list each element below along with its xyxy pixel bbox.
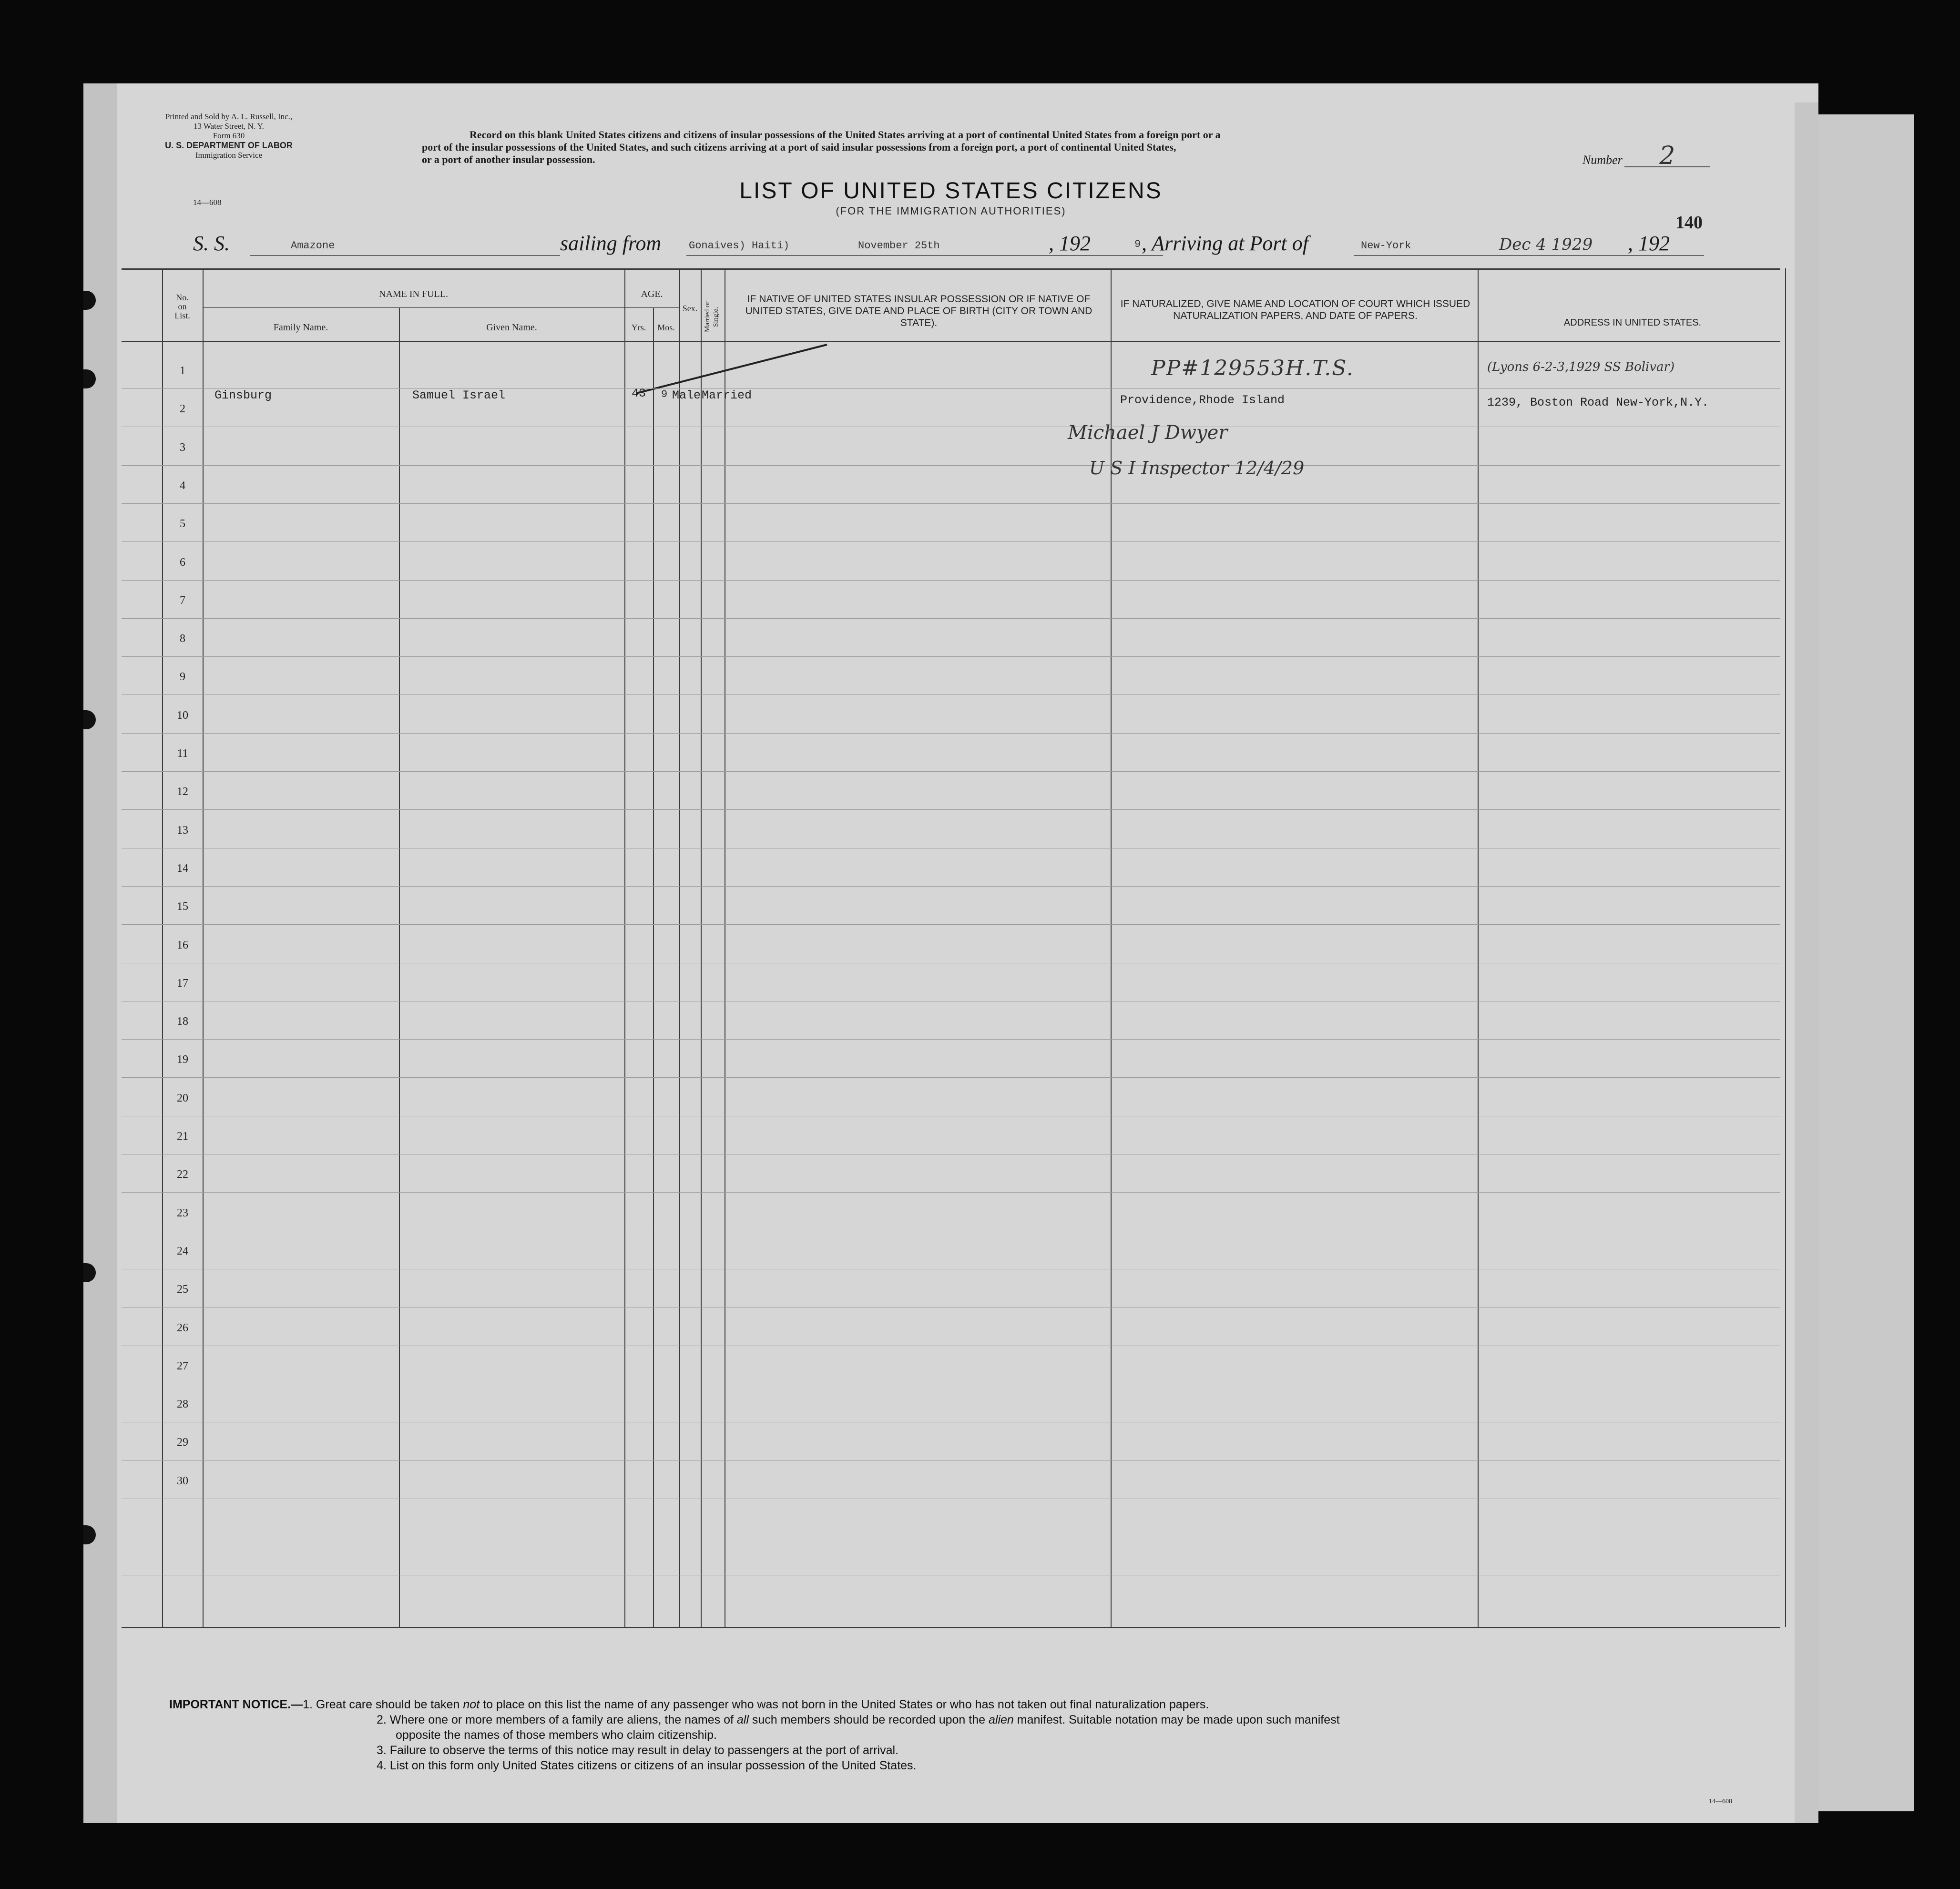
col-line-address (1785, 268, 1786, 1627)
entry-marital-status: Married (702, 388, 752, 402)
year-label: , 192 (1049, 232, 1091, 255)
page-title: LIST OF UNITED STATES CITIZENS (739, 178, 1163, 204)
row-rule (122, 618, 1780, 619)
arrival-port: New-York (1361, 240, 1411, 252)
notice-item-4: 4. List on this form only United States citizens or citizens of an insular possession of the United States. (377, 1759, 917, 1772)
row-rule (122, 1192, 1780, 1193)
row-number: 16 (177, 939, 188, 951)
col-line-sex (701, 268, 702, 1627)
row-number: 13 (177, 824, 188, 837)
notice-item-1-pre: 1. Great care should be taken (303, 1698, 463, 1711)
notice-item-3: 3. Failure to observe the terms of this notice may result in delay to passengers at the port of arrival. (377, 1744, 898, 1757)
header-sex: Sex. (682, 304, 698, 313)
record-line-2: port of the insular possessions of the United States, and such citizens arriving at a port of said insular possessions from a foreign port, a port of continental United States, (422, 141, 1176, 153)
row-rule (122, 771, 1780, 772)
page-edge-right (1795, 102, 1818, 1823)
header-yrs: Yrs. (631, 323, 646, 332)
header-native-birth: IF NATIVE OF UNITED STATES INSULAR POSSESSION OR IF NATIVE OF UNITED STATES, GIVE DATE AND PLACE OF BIRTH (CITY OR TOWN AND STATE). (745, 294, 1092, 328)
form-page (83, 83, 1818, 1823)
row-number: 2 (180, 403, 185, 415)
row-number: 5 (180, 518, 185, 530)
row-number: 23 (177, 1207, 188, 1219)
entry-given-name: Samuel Israel (412, 388, 506, 402)
row-number: 7 (180, 594, 185, 607)
footer-form-code: 14—608 (1709, 1798, 1732, 1805)
back-sheet (1818, 114, 1914, 1811)
notice-item-2b: such members should be recorded upon the (748, 1713, 989, 1726)
col-line-mos (679, 268, 680, 1627)
row-number: 8 (180, 633, 185, 645)
row-number: 11 (177, 747, 188, 760)
col-line-family (203, 268, 204, 1627)
row-number: 12 (177, 786, 188, 798)
header-bottom-border (122, 341, 1780, 342)
sailing-date: November 25th (858, 240, 940, 252)
notice-item-2c: manifest. Suitable notation may be made upon such manifest (1013, 1713, 1340, 1726)
row-rule (122, 656, 1780, 657)
header-address: ADDRESS IN UNITED STATES. (1563, 317, 1702, 328)
header-list-text: List. (174, 311, 190, 320)
form-number: Form 630 (213, 131, 245, 140)
printer-line-1: Printed and Sold by A. L. Russell, Inc., (165, 112, 293, 121)
header-no (162, 293, 203, 320)
year2-label: , 192 (1628, 232, 1670, 255)
ship-underline (250, 255, 560, 256)
age-subheader-line (624, 307, 679, 308)
row-rule (122, 1077, 1780, 1078)
header-married-single: Married or Single. (704, 301, 720, 333)
header-family-name: Family Name. (273, 322, 328, 333)
row-number: 21 (177, 1130, 188, 1143)
number-field (1582, 142, 1710, 170)
sailing-underline (686, 255, 1163, 256)
entry-address-handwritten-note: (Lyons 6-2-3,1929 SS Bolivar) (1487, 360, 1675, 374)
page-subtitle: (FOR THE IMMIGRATION AUTHORITIES) (836, 205, 1066, 217)
row-number: 20 (177, 1092, 188, 1104)
record-instructions (422, 129, 1613, 166)
entry-age-months: 9 (661, 388, 668, 400)
row-number: 9 (180, 671, 185, 683)
header-naturalized: IF NATURALIZED, GIVE NAME AND LOCATION OF COURT WHICH ISSUED NATURALIZATION PAPERS, AND DATE OF PAPERS. (1120, 298, 1470, 321)
row-rule (122, 541, 1780, 542)
entry-address: 1239, Boston Road New-York,N.Y. (1487, 396, 1709, 409)
printer-block (141, 112, 317, 160)
sailing-from: Gonaives) Haiti) (689, 240, 790, 252)
table-top-border (122, 268, 1780, 270)
header-on-text: on (178, 302, 187, 311)
row-number: 10 (177, 709, 188, 722)
sailing-label: sailing from (560, 232, 662, 255)
row-number: 19 (177, 1053, 188, 1066)
notice-item-2-em1: all (736, 1713, 749, 1726)
row-number: 26 (177, 1322, 188, 1334)
record-line-1: Record on this blank United States citizens and citizens of insular possessions of the United States arriving at a port of continental United States from a foreign port or a (470, 129, 1221, 141)
row-number: 1 (180, 365, 185, 377)
printer-line-2: 13 Water Street, N. Y. (194, 122, 264, 131)
row-rule (122, 694, 1780, 695)
service-name: Immigration Service (195, 151, 263, 160)
col-line-yrs (653, 307, 654, 1627)
row-number: 30 (177, 1475, 188, 1487)
inspector-signature: Michael J Dwyer (1068, 422, 1228, 444)
entry-age-years: 43 (632, 387, 646, 400)
col-line-no (162, 268, 163, 1627)
entry-family-name: Ginsburg (214, 388, 272, 402)
page-edge (83, 83, 117, 1823)
row-number: 6 (180, 556, 185, 569)
row-number: 25 (177, 1283, 188, 1296)
table-bottom-border (122, 1627, 1780, 1628)
header-name-in-full: NAME IN FULL. (379, 289, 448, 299)
row-rule (122, 503, 1780, 504)
header-age: AGE. (641, 289, 663, 299)
row-rule (122, 733, 1780, 734)
page-number: 140 (1675, 213, 1703, 233)
row-rule (122, 580, 1780, 581)
department-name: U. S. DEPARTMENT OF LABOR (165, 141, 293, 150)
row-number: 17 (177, 977, 188, 990)
row-number: 18 (177, 1015, 188, 1028)
inspector-title-date: U S I Inspector 12/4/29 (1089, 458, 1305, 479)
number-label: Number (1582, 153, 1623, 167)
form-code: 14—608 (193, 198, 222, 207)
row-rule (122, 465, 1780, 466)
entry-naturalization-court: Providence,Rhode Island (1120, 393, 1285, 407)
row-number: 3 (180, 441, 185, 454)
notice-heading: IMPORTANT NOTICE.— (169, 1698, 303, 1711)
row-number: 14 (177, 862, 188, 875)
entry-sex: Male (672, 388, 701, 402)
row-number: 27 (177, 1360, 188, 1372)
header-no-text: No. (176, 293, 189, 302)
row-number: 24 (177, 1245, 188, 1257)
notice-item-2d: opposite the names of those members who claim citizenship. (396, 1728, 717, 1742)
ship-name: Amazone (291, 240, 335, 252)
col-line-naturalized (1478, 268, 1479, 1627)
row-number: 22 (177, 1168, 188, 1181)
notice-item-1-em: not (463, 1698, 480, 1711)
entry-naturalization-cert-handwritten: PP#129553H.T.S. (1151, 356, 1354, 380)
arrival-date-handwritten: Dec 4 1929 (1499, 235, 1593, 254)
header-mos: Mos. (657, 323, 675, 332)
row-rule (122, 388, 1780, 389)
row-rule (122, 1039, 1780, 1040)
notice-item-2a: 2. Where one or more members of a family are aliens, the names of (377, 1713, 737, 1726)
ss-label: S. S. (193, 232, 230, 255)
number-value: 2 (1624, 145, 1710, 167)
record-line-3: or a port of another insular possession. (422, 153, 595, 165)
row-number: 29 (177, 1436, 188, 1449)
row-rule (122, 924, 1780, 925)
row-number: 15 (177, 900, 188, 913)
row-number: 28 (177, 1398, 188, 1410)
important-notice (169, 1697, 1790, 1773)
header-given-name: Given Name. (486, 322, 537, 333)
col-line-given (399, 307, 400, 1627)
year-digit: 9 (1134, 238, 1141, 250)
arriving-label: , Arriving at Port of (1142, 232, 1308, 255)
row-rule (122, 809, 1780, 810)
row-rule (122, 886, 1780, 887)
row-number: 4 (180, 480, 185, 492)
notice-item-2-em2: alien (988, 1713, 1014, 1726)
col-line-age (624, 268, 625, 1627)
name-subheader-line (203, 307, 624, 308)
notice-item-1-post: to place on this list the name of any passenger who was not born in the United States or who has not taken out final naturalization papers. (480, 1698, 1209, 1711)
